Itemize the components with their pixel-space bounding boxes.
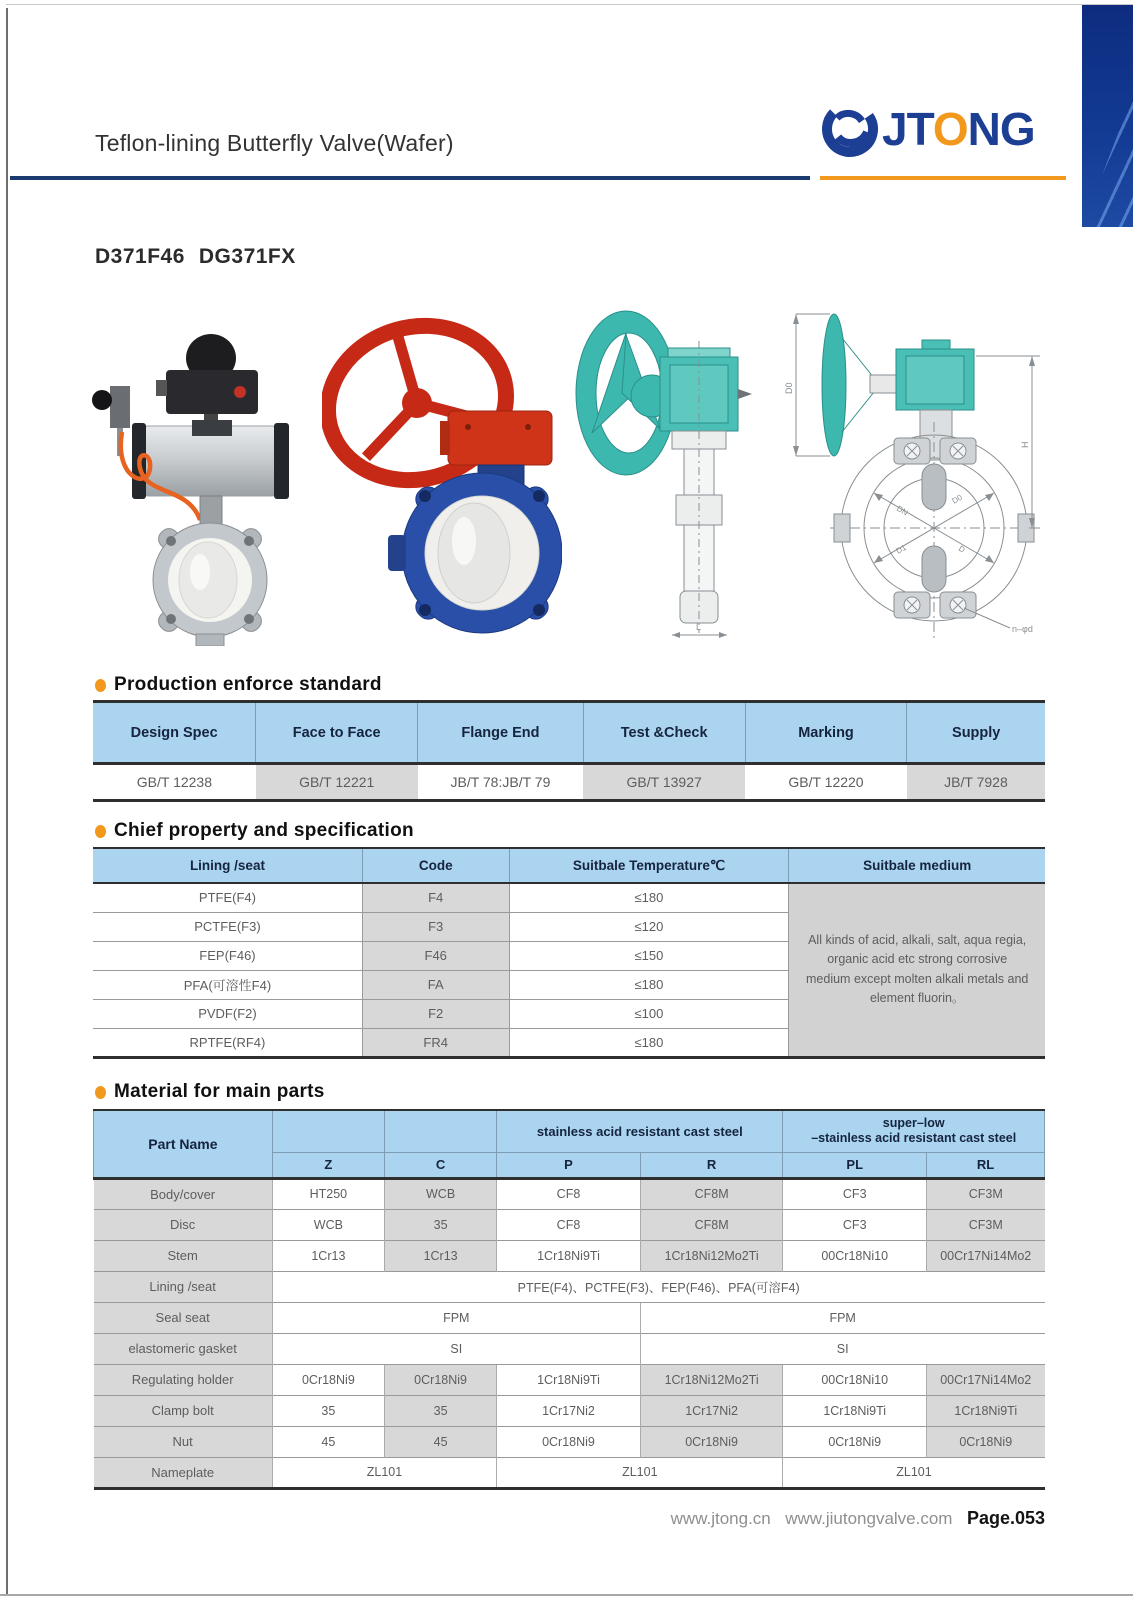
- part-name-cell: Nameplate: [94, 1457, 273, 1488]
- table-cell: ≤180: [509, 1028, 789, 1057]
- table-cell: 0Cr18Ni9: [384, 1364, 496, 1395]
- group-header-line1: super–low: [882, 1116, 945, 1131]
- span-cell: SI: [272, 1333, 640, 1364]
- table-cell: 45: [272, 1426, 384, 1457]
- standards-table-wrap: [93, 700, 1045, 802]
- dim-label-l: L: [696, 622, 702, 632]
- properties-table: [93, 847, 1045, 1059]
- page-edge-left: [6, 8, 8, 1594]
- drawing-side-view: [572, 293, 770, 645]
- table-cell: GB/T 12221: [256, 764, 418, 801]
- dim-label-d1: D1: [894, 542, 908, 556]
- table-cell: ≤180: [509, 883, 789, 912]
- part-name-cell: Body/cover: [94, 1178, 273, 1209]
- jtong-logo: [818, 88, 1068, 170]
- span-cell: ZL101: [783, 1457, 1045, 1488]
- suitable-medium-cell: All kinds of acid, alkali, salt, aqua regia, organic acid etc strong corrosive medium except molten alkali metals and element fluorin。: [789, 883, 1045, 1057]
- group-header-line2: –stainless acid resistant cast steel: [811, 1131, 1017, 1146]
- empty-header: [384, 1110, 496, 1152]
- header-divider-navy: [10, 176, 810, 180]
- table-cell: PCTFE(F3): [93, 912, 362, 941]
- span-cell: ZL101: [497, 1457, 783, 1488]
- standards-table: [93, 700, 1045, 802]
- part-name-cell: Regulating holder: [94, 1364, 273, 1395]
- table-cell: 0Cr18Ni9: [272, 1364, 384, 1395]
- table-cell: RPTFE(RF4): [93, 1028, 362, 1057]
- table-cell: 1Cr18Ni9Ti: [783, 1395, 927, 1426]
- table-cell: PVDF(F2): [93, 999, 362, 1028]
- table-cell: GB/T 13927: [583, 764, 745, 801]
- jtong-logo-text: [882, 103, 1035, 155]
- materials-table-wrap: [93, 1109, 1045, 1490]
- table-cell: FEP(F46): [93, 941, 362, 970]
- span-cell: ZL101: [272, 1457, 496, 1488]
- lining-span-cell: PTFE(F4)、PCTFE(F3)、FEP(F46)、PFA(可溶F4): [272, 1271, 1044, 1302]
- column-header: Lining /seat: [93, 848, 362, 883]
- part-name-cell: Disc: [94, 1209, 273, 1240]
- bullet-icon: [95, 679, 106, 692]
- group-header-stainless: stainless acid resistant cast steel: [497, 1110, 783, 1152]
- footer-url-jtong: www.jtong.cn: [670, 1509, 771, 1528]
- dim-label-d0: D0: [784, 382, 794, 394]
- table-cell: 1Cr18Ni12Mo2Ti: [640, 1240, 783, 1271]
- page-edge-top: [6, 4, 1133, 5]
- column-header: Suitbale medium: [789, 848, 1045, 883]
- table-cell: WCB: [384, 1178, 496, 1209]
- column-header: Code: [362, 848, 509, 883]
- table-cell: 0Cr18Ni9: [640, 1426, 783, 1457]
- table-cell: 00Cr17Ni14Mo2: [927, 1240, 1045, 1271]
- span-cell: SI: [640, 1333, 1044, 1364]
- column-header: PL: [783, 1152, 927, 1178]
- table-cell: GB/T 12220: [788, 774, 864, 790]
- table-cell: FA: [362, 970, 509, 999]
- model-a: D371F46: [95, 245, 185, 268]
- table-cell: 35: [272, 1395, 384, 1426]
- table-cell: 1Cr17Ni2: [497, 1395, 641, 1426]
- table-cell: GB/T 12238: [136, 774, 213, 790]
- table-cell: 00Cr18Ni10: [783, 1240, 927, 1271]
- table-cell: CF3M: [927, 1209, 1045, 1240]
- page-number: Page.053: [966, 1508, 1045, 1528]
- table-cell: ≤120: [509, 912, 789, 941]
- table-cell: ≤100: [509, 999, 789, 1028]
- model-number: [95, 245, 296, 269]
- table-cell: 1Cr18Ni9Ti: [927, 1395, 1045, 1426]
- table-cell: 0Cr18Ni9: [927, 1426, 1045, 1457]
- dim-label-d2: D0: [950, 492, 964, 506]
- group-header-superlow: [783, 1110, 1045, 1152]
- span-cell: FPM: [640, 1302, 1044, 1333]
- column-header: RL: [927, 1152, 1045, 1178]
- table-cell: CF8M: [640, 1178, 783, 1209]
- table-cell: 1Cr18Ni12Mo2Ti: [640, 1364, 783, 1395]
- page-title: Teflon-lining Butterfly Valve(Wafer): [95, 130, 454, 156]
- dim-label-h: H: [1020, 441, 1030, 448]
- table-cell: 0Cr18Ni9: [783, 1426, 927, 1457]
- table-row: [93, 883, 1045, 912]
- table-cell: PTFE(F4): [198, 890, 256, 906]
- dim-label-d: D: [957, 543, 967, 555]
- empty-header: [272, 1110, 384, 1152]
- bullet-icon: [95, 1086, 106, 1099]
- logo-letter-o: O: [932, 103, 968, 155]
- table-row: [94, 1333, 1045, 1364]
- drawing-front-view: [782, 296, 1052, 648]
- logo-letters-ng: NG: [967, 103, 1035, 155]
- table-row: [94, 1178, 1045, 1209]
- page-edge-bottom: [0, 1594, 1133, 1596]
- properties-table-wrap: [93, 847, 1045, 1059]
- jtong-logo-icon: [818, 97, 882, 161]
- column-header: Z: [272, 1152, 384, 1178]
- section-heading-properties: [95, 820, 414, 842]
- column-header: R: [640, 1152, 783, 1178]
- table-cell: 1Cr18Ni9Ti: [497, 1240, 641, 1271]
- table-cell: 00Cr18Ni10: [783, 1364, 927, 1395]
- table-row: [94, 1209, 1045, 1240]
- table-cell: HT250: [272, 1178, 384, 1209]
- column-header: Supply: [907, 702, 1045, 764]
- table-cell: F3: [362, 912, 509, 941]
- bullet-icon: [95, 825, 106, 838]
- table-cell: 1Cr13: [384, 1240, 496, 1271]
- table-cell: FR4: [362, 1028, 509, 1057]
- page-footer: [93, 1508, 1045, 1529]
- table-cell: 1Cr18Ni9Ti: [497, 1364, 641, 1395]
- table-cell: PFA(可溶性F4): [93, 970, 362, 999]
- photo-gear-valve: [322, 295, 562, 645]
- model-b: DG371FX: [198, 245, 296, 268]
- span-cell: FPM: [272, 1302, 640, 1333]
- part-name-header: Part Name: [94, 1110, 273, 1178]
- part-name-cell: elastomeric gasket: [94, 1333, 273, 1364]
- table-cell: F2: [362, 999, 509, 1028]
- table-cell: F46: [362, 941, 509, 970]
- table-cell: 1Cr13: [272, 1240, 384, 1271]
- table-cell: WCB: [272, 1209, 384, 1240]
- table-cell: CF8M: [640, 1209, 783, 1240]
- standards-header-row: [93, 702, 1045, 764]
- section-heading-label: Chief property and specification: [114, 820, 414, 841]
- table-cell: 00Cr17Ni14Mo2: [927, 1364, 1045, 1395]
- table-cell: ≤150: [509, 941, 789, 970]
- standards-value-row: [93, 764, 1045, 801]
- section-heading-label: Material for main parts: [114, 1081, 325, 1102]
- materials-table: [93, 1109, 1045, 1490]
- logo-letters-jt: JT: [882, 103, 933, 155]
- table-cell: JB/T 78:JB/T 79: [450, 774, 551, 790]
- table-row: [94, 1240, 1045, 1271]
- table-cell: CF8: [497, 1178, 641, 1209]
- table-row: [94, 1302, 1045, 1333]
- table-cell: CF3: [783, 1209, 927, 1240]
- section-heading-standards: [95, 674, 382, 696]
- part-name-cell: Stem: [94, 1240, 273, 1271]
- materials-header-row-1: [94, 1110, 1045, 1152]
- part-name-cell: Nut: [94, 1426, 273, 1457]
- table-cell: CF3: [783, 1178, 927, 1209]
- photo-pneumatic-valve: [88, 328, 303, 646]
- column-header: Test &Check: [583, 702, 745, 764]
- part-name-cell: Lining /seat: [94, 1271, 273, 1302]
- column-header: P: [497, 1152, 641, 1178]
- table-row: [94, 1364, 1045, 1395]
- table-cell: F4: [362, 883, 509, 912]
- table-cell: 1Cr17Ni2: [640, 1395, 783, 1426]
- table-cell: CF3M: [927, 1178, 1045, 1209]
- part-name-cell: Clamp bolt: [94, 1395, 273, 1426]
- corner-graphic: [1082, 5, 1133, 227]
- column-header: Flange End: [418, 702, 584, 764]
- section-heading-materials: [95, 1081, 325, 1103]
- table-cell: ≤180: [509, 970, 789, 999]
- header-divider-orange: [820, 176, 1066, 180]
- column-header: C: [384, 1152, 496, 1178]
- column-header: Suitbale Temperature℃: [509, 848, 789, 883]
- column-header: Design Spec: [93, 702, 256, 764]
- table-cell: JB/T 7928: [907, 764, 1045, 801]
- table-cell: CF8: [497, 1209, 641, 1240]
- table-row: [94, 1271, 1045, 1302]
- table-row: [94, 1457, 1045, 1488]
- column-header: Face to Face: [256, 702, 418, 764]
- footer-url-jiutongvalve: www.jiutongvalve.com: [785, 1509, 953, 1528]
- section-heading-label: Production enforce standard: [114, 674, 382, 695]
- dim-label-dn: DN: [895, 503, 910, 518]
- table-cell: 45: [384, 1426, 496, 1457]
- dim-label-nphid: n–φd: [1012, 624, 1033, 634]
- properties-header-row: [93, 848, 1045, 883]
- column-header: Marking: [745, 702, 907, 764]
- table-cell: 0Cr18Ni9: [497, 1426, 641, 1457]
- table-cell: 35: [384, 1395, 496, 1426]
- table-cell: 35: [384, 1209, 496, 1240]
- table-row: [94, 1426, 1045, 1457]
- table-row: [94, 1395, 1045, 1426]
- part-name-cell: Seal seat: [94, 1302, 273, 1333]
